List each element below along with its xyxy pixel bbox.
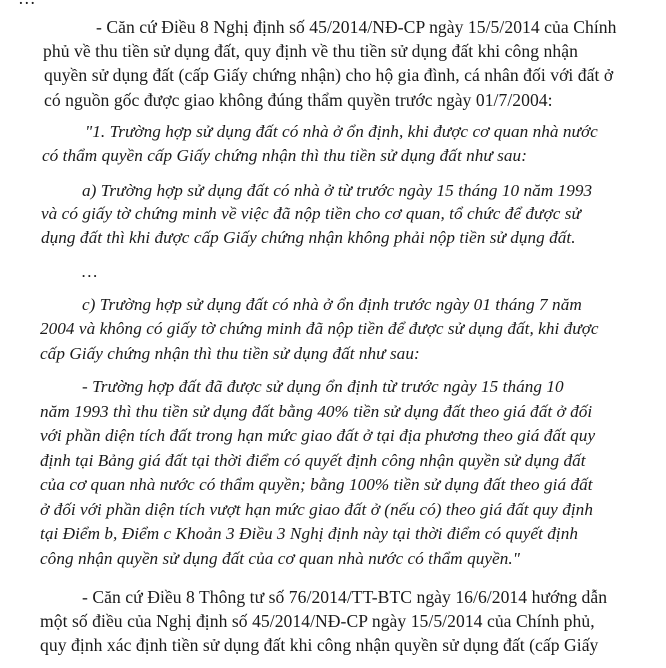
quote-line: c) Trường hợp sử dụng đất có nhà ở ổn định trước ngày 01 tháng 7 năm [82, 295, 582, 314]
quote-line: công nhận quyền sử dụng đất của cơ quan nhà nước có thẩm quyền." [40, 549, 520, 568]
paragraph-line: - Căn cứ Điều 8 Nghị định số 45/2014/NĐ-CP ngày 15/5/2014 của Chính [96, 17, 617, 37]
quote-line: năm 1993 thì thu tiền sử dụng đất bằng 40% tiền sử dụng đất theo giá đất ở đối [40, 402, 593, 421]
quote-line: cấp Giấy chứng nhận thì thu tiền sử dụng đất như sau: [40, 344, 420, 363]
quote-line: a) Trường hợp sử dụng đất có nhà ở từ trước ngày 15 tháng 10 năm 1993 [82, 181, 593, 200]
paragraph-line: - Căn cứ Điều 8 Thông tư số 76/2014/TT-BTC ngày 16/6/2014 hướng dẫn [82, 587, 608, 607]
paragraph-line: phủ về thu tiền sử dụng đất, quy định về thu tiền sử dụng đất khi công nhận [43, 41, 578, 61]
ellipsis-line: … [82, 262, 98, 281]
quote-line: tại Điểm b, Điểm c Khoản 3 Điều 3 Nghị định này tại thời điểm có quyết định [40, 524, 579, 543]
quote-line: 2004 và không có giấy tờ chứng minh đã nộp tiền để được sử dụng đất, khi được [40, 319, 599, 338]
paragraph-line: quy định xác định tiền sử dụng đất khi công nhận quyền sử dụng đất (cấp Giấy [40, 635, 599, 655]
quote-line: - Trường hợp đất đã được sử dụng ổn định từ trước ngày 15 tháng 10 [82, 377, 564, 396]
quote-line: với phần diện tích đất trong hạn mức giao đất ở tại địa phương theo giá đất quy [40, 426, 596, 445]
paragraph-line: một số điều của Nghị định số 45/2014/NĐ-CP ngày 15/5/2014 của Chính phủ, [40, 611, 595, 631]
quote-line: và có giấy tờ chứng minh về việc đã nộp tiền cho cơ quan, tổ chức để được sử [41, 204, 581, 223]
quote-line: có thẩm quyền cấp Giấy chứng nhận thì thu tiền sử dụng đất như sau: [42, 146, 527, 165]
paragraph-line: có nguồn gốc được giao không đúng thẩm quyền trước ngày 01/7/2004: [44, 90, 553, 110]
quote-line: dụng đất thì khi được cấp Giấy chứng nhận không phải nộp tiền sử dụng đất. [41, 228, 576, 247]
quote-line: định tại Bảng giá đất tại thời điểm có quyết định công nhận quyền sử dụng đất [40, 451, 586, 470]
clipped-top-line [18, 0, 36, 9]
quote-line: "1. Trường hợp sử dụng đất có nhà ở ổn định, khi được cơ quan nhà nước [85, 122, 598, 141]
quote-line: ở đối với phần diện tích vượt hạn mức giao đất ở (nếu có) theo giá đất quy định [40, 500, 593, 519]
quote-line: của cơ quan nhà nước có thẩm quyền; bằng 100% tiền sử dụng đất theo giá đất [40, 475, 593, 494]
paragraph-line: quyền sử dụng đất (cấp Giấy chứng nhận) cho hộ gia đình, cá nhân đối với đất ở [44, 65, 614, 85]
